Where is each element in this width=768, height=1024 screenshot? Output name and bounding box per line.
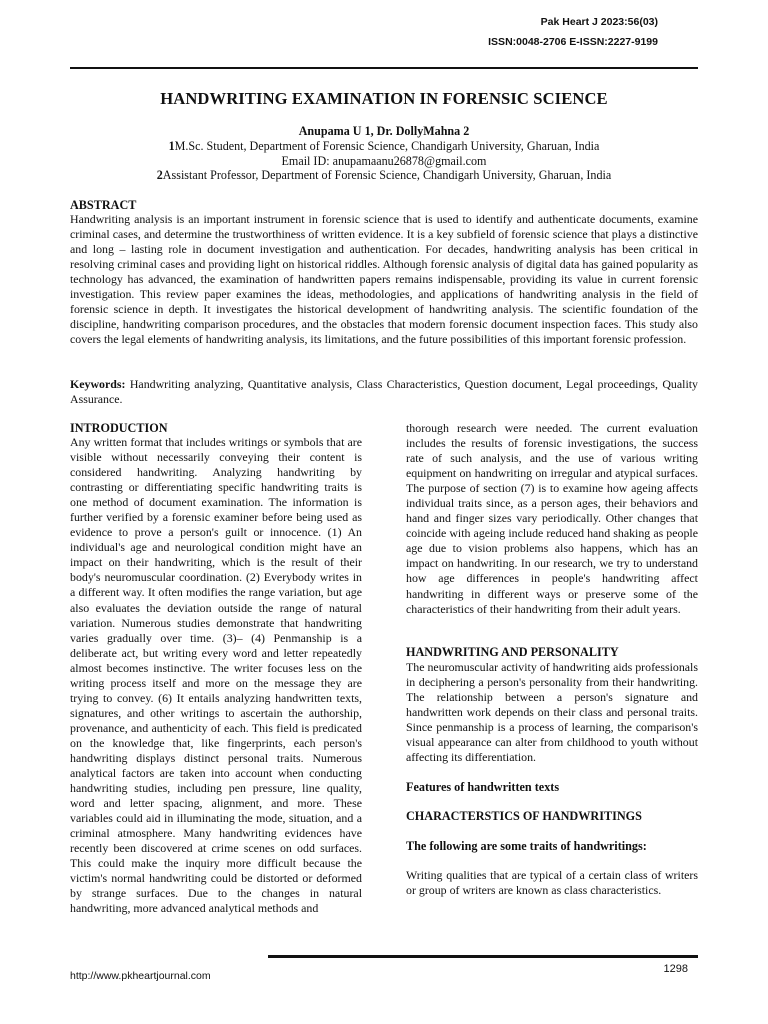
personality-heading: HANDWRITING AND PERSONALITY: [406, 645, 619, 659]
affiliation-1: [70, 139, 698, 154]
features-heading: Features of handwritten texts: [406, 780, 560, 794]
keywords-text: Handwriting analyzing, Quantitative analysis, Class Characteristics, Question document, Legal proceedings, Quality Assurance.: [70, 377, 698, 407]
abstract-heading: ABSTRACT: [70, 198, 137, 212]
keywords: [70, 377, 698, 407]
author-names: Anupama U 1, Dr. DollyMahna 2: [298, 124, 470, 138]
author-email: Email ID: anupamaanu26878@gmail.com: [281, 154, 487, 168]
footer-url[interactable]: http://www.pkheartjournal.com: [70, 970, 211, 982]
page-number: 1298: [663, 963, 688, 975]
affiliation-2: [70, 168, 698, 183]
abstract-text: Handwriting analysis is an important instrument in forensic science that is used to identify and authenticate documents, examine criminal cases, and determine the trustworthiness of written evidence. It is a key subfield of forensic science that plays a distinctive and long – lasting role in document investigation and authentication. For decades, handwriting analysis has been critical in resolving criminal cases and providing light on historical riddles. Although forensic analysis of digital data has gained popularity as technology has advanced, the examination of handwritten papers remains indispensable, providing its value in current forensic investigation. This review paper examines the ideas, methodologies, and applications of handwriting analysis in the field of forensic science in depth. It investigates the historical development of handwriting analysis. The scientific foundation of the discipline, handwriting comparison procedures, and the obstacles that modern forensic document inspection faces. This study also covers the legal elements of handwriting analysis, its limitations, and the future possibilities of this important forensic profession.: [70, 212, 698, 347]
header-rule: [70, 67, 698, 69]
paper-title: HANDWRITING EXAMINATION IN FORENSIC SCIENCE: [160, 89, 608, 108]
journal-issn: ISSN:0048-2706 E-ISSN:2227-9199: [488, 36, 658, 48]
class-characteristics-text: Writing qualities that are typical of a certain class of writers or group of writers are known as class characteristics.: [406, 868, 698, 898]
footer-rule: [268, 955, 698, 958]
personality-text: The neuromuscular activity of handwriting aids professionals in deciphering a person's personality from their handwriting. The relationship between a person's signature and handwritten work depends on their class and personal traits. Since penmanship is a process of learning, the comparison's visual appearance can alter from childhood to youth without affecting its differentiation.: [406, 660, 698, 765]
traits-heading: The following are some traits of handwritings:: [406, 839, 647, 853]
keywords-label: Keywords:: [70, 377, 126, 391]
introduction-text: Any written format that includes writings or symbols that are visible without necessarily conveying their content is considered handwriting. Analyzing handwriting by contrasting or differentiating specific handwriting traits is one method of document examination. The information is further verified by a forensic examiner before being used as evidence to prove a person's guilt or innocence. (1) An individual's age and neurological condition might have an impact on their handwriting, which is the result of their body's neuromuscular coordination. (2) Everybody writes in a different way. It often modifies the range variation, but age also evaluates the deviation outside the range of natural variation. Numerous studies demonstrate that handwriting varies gradually over time. (3)– (4) Penmanship is a deliberate act, but writing every word and letter repeatedly almost becomes instinctive. The writer focuses less on the writing process itself and more on the message they are trying to convey. (6) It entails analyzing handwritten texts, signatures, and other writings to ascertain the authorship, provenance, and authenticity of each. This field is predicated on the knowledge that, like fingerprints, each person's handwriting displays distinct personal traits. Numerous analytical factors are taken into account when conducting handwriting studies, including pen pressure, line quality, word and letter spacing, alignment, and more. These variables could aid in illuminating the mode, situation, and a criminal atmosphere. Many handwriting evidences have recently been discovered at crime scenes on odd surfaces. This could make the inquiry more difficult because the victim's normal handwriting could be distorted or deformed by strange surfaces. Due to the changes in natural handwriting, more advanced analytical methods and: [70, 435, 362, 916]
introduction-continued-text: thorough research were needed. The current evaluation includes the results of forensic investigations, the success rate of such analysis, and the use of various writing equipment on handwriting on irregular and atypical surfaces. The purpose of section (7) is to examine how ageing affects individual traits since, as a person ages, their behaviors and hand and finger sizes vary periodically. Other changes that coincide with ageing include reduced hand shaking as people age due to vision problems also happens, which has an impact on handwriting. In our research, we try to understand how age differences in people's handwriting affect handwriting in different ways or preserve some of the characteristics of their handwriting from their adult years.: [406, 421, 698, 616]
journal-citation: Pak Heart J 2023:56(03): [540, 16, 658, 28]
affiliation-2-text: Assistant Professor, Department of Forensic Science, Chandigarh University, Gharuan, India: [162, 168, 612, 182]
introduction-heading: INTRODUCTION: [70, 421, 168, 435]
affiliation-1-number: 1: [168, 139, 175, 153]
affiliation-1-text: M.Sc. Student, Department of Forensic Science, Chandigarh University, Gharuan, India: [174, 139, 600, 153]
characteristics-heading: CHARACTERSTICS OF HANDWRITINGS: [406, 809, 642, 823]
affiliation-2-number: 2: [156, 168, 163, 182]
